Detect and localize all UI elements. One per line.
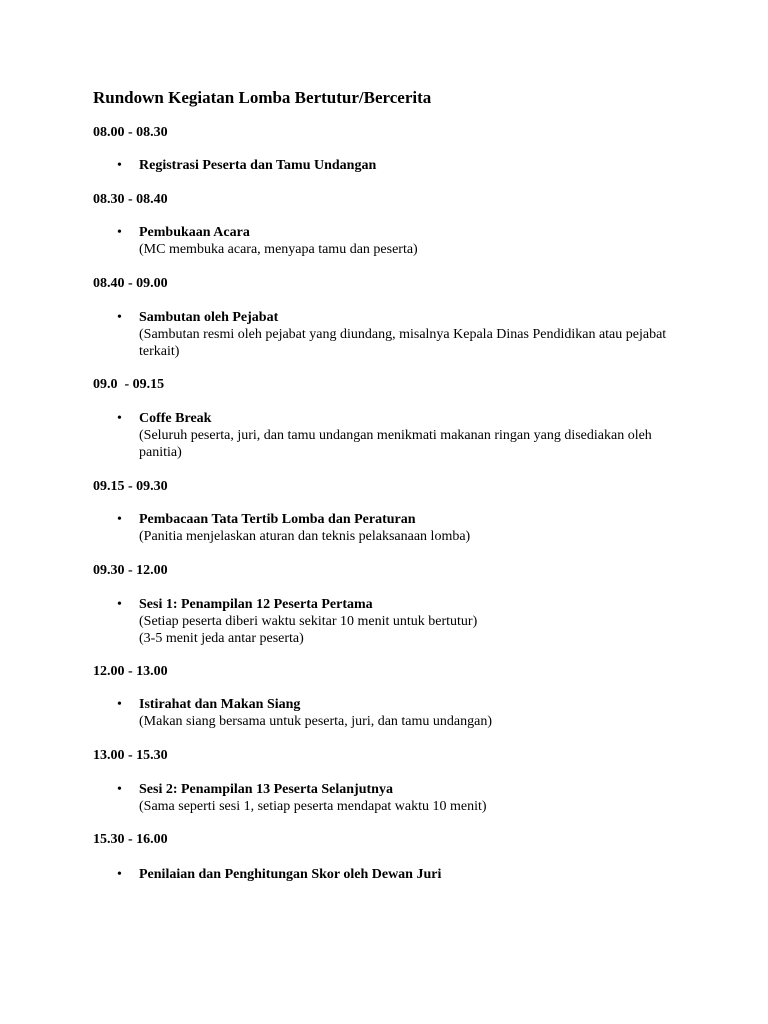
bullet-icon: • bbox=[117, 512, 122, 527]
activity-title: Registrasi Peserta dan Tamu Undangan bbox=[139, 158, 377, 173]
time-range: 08.00 - 08.30 bbox=[93, 125, 168, 140]
list-item-body bbox=[139, 309, 677, 360]
activity-title: Sesi 2: Penampilan 13 Peserta Selanjutnya bbox=[139, 782, 393, 797]
list-item-body bbox=[139, 224, 677, 258]
bullet-icon: • bbox=[117, 597, 122, 612]
list-item bbox=[117, 224, 677, 258]
list-item bbox=[117, 511, 677, 545]
activity-note: (Seluruh peserta, juri, dan tamu undangan menikmati makanan ringan yang disediakan oleh panitia) bbox=[139, 428, 652, 460]
activity-note: (3-5 menit jeda antar peserta) bbox=[139, 631, 304, 646]
list-item bbox=[117, 696, 677, 730]
list-item-body bbox=[139, 511, 677, 545]
list-item bbox=[117, 596, 677, 647]
list-item-body bbox=[139, 866, 677, 883]
page-title: Rundown Kegiatan Lomba Bertutur/Bercerita bbox=[93, 88, 432, 107]
list-item-body bbox=[139, 781, 677, 815]
bullet-icon: • bbox=[117, 411, 122, 426]
activity-title: Pembukaan Acara bbox=[139, 225, 250, 240]
activity-title: Sesi 1: Penampilan 12 Peserta Pertama bbox=[139, 597, 373, 612]
time-range: 09.0 - 09.15 bbox=[93, 377, 165, 392]
time-range: 09.15 - 09.30 bbox=[93, 479, 168, 494]
activity-note: (Setiap peserta diberi waktu sekitar 10 menit untuk bertutur) bbox=[139, 614, 478, 629]
time-range: 09.30 - 12.00 bbox=[93, 563, 168, 578]
bullet-icon: • bbox=[117, 697, 122, 712]
activity-title: Sambutan oleh Pejabat bbox=[139, 310, 279, 325]
time-range: 08.30 - 08.40 bbox=[93, 192, 168, 207]
list-item bbox=[117, 309, 677, 360]
time-range: 13.00 - 15.30 bbox=[93, 748, 168, 763]
activity-title: Istirahat dan Makan Siang bbox=[139, 697, 301, 712]
list-item bbox=[117, 157, 677, 174]
time-range: 15.30 - 16.00 bbox=[93, 832, 168, 847]
activity-note: (Panitia menjelaskan aturan dan teknis pelaksanaan lomba) bbox=[139, 529, 471, 544]
activity-note: (Sambutan resmi oleh pejabat yang diundang, misalnya Kepala Dinas Pendidikan atau pejabat terkait) bbox=[139, 327, 667, 359]
activity-title: Pembacaan Tata Tertib Lomba dan Peraturan bbox=[139, 512, 416, 527]
list-item-body bbox=[139, 696, 677, 730]
list-item-body bbox=[139, 410, 677, 461]
list-item bbox=[117, 866, 677, 883]
list-item-body bbox=[139, 157, 677, 174]
activity-title: Penilaian dan Penghitungan Skor oleh Dewan Juri bbox=[139, 867, 442, 882]
list-item bbox=[117, 410, 677, 461]
list-item-body bbox=[139, 596, 677, 647]
bullet-icon: • bbox=[117, 310, 122, 325]
activity-note: (MC membuka acara, menyapa tamu dan peserta) bbox=[139, 242, 418, 257]
bullet-icon: • bbox=[117, 158, 122, 173]
bullet-icon: • bbox=[117, 782, 122, 797]
time-range: 08.40 - 09.00 bbox=[93, 276, 168, 291]
time-range: 12.00 - 13.00 bbox=[93, 664, 168, 679]
activity-title: Coffe Break bbox=[139, 411, 212, 426]
activity-note: (Sama seperti sesi 1, setiap peserta mendapat waktu 10 menit) bbox=[139, 799, 487, 814]
bullet-icon: • bbox=[117, 867, 122, 882]
list-item bbox=[117, 781, 677, 815]
activity-note: (Makan siang bersama untuk peserta, juri, dan tamu undangan) bbox=[139, 714, 493, 729]
bullet-icon: • bbox=[117, 225, 122, 240]
